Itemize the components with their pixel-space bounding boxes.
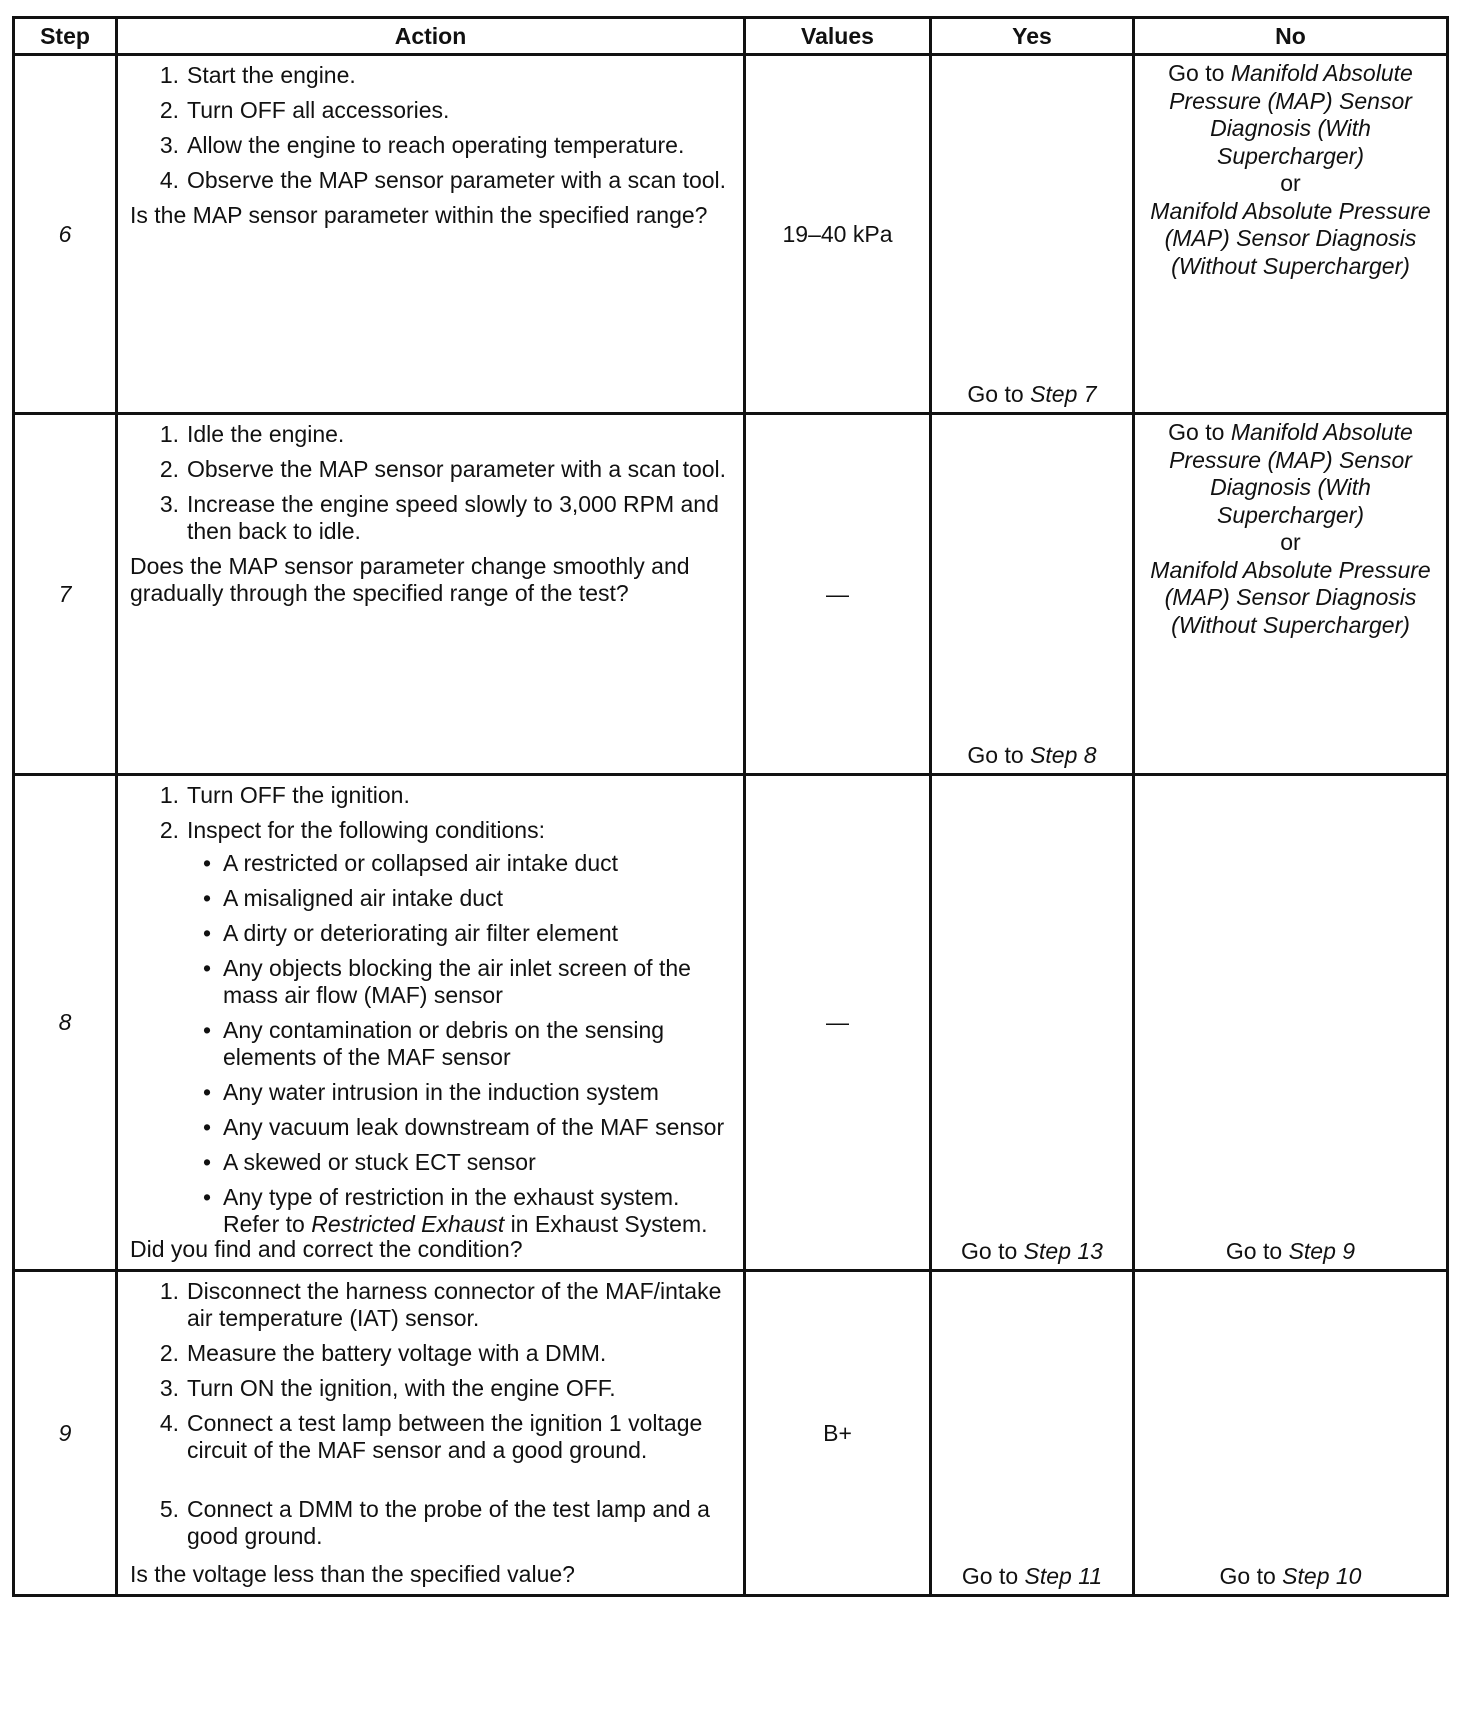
question: Did you find and correct the condition?: [130, 1236, 523, 1262]
list-item: 2. Measure the battery voltage with a DMM.: [159, 1340, 607, 1366]
list-item: 1. Idle the engine.: [159, 421, 345, 447]
list-item: 2. Turn OFF all accessories.: [159, 97, 450, 123]
list-item: 1. Start the engine.: [159, 62, 356, 88]
action-cell: [117, 414, 745, 775]
no-cell: Go to Step 9: [1134, 775, 1448, 1271]
table-row: [14, 414, 1448, 775]
list-item: 2. Inspect for the following conditions: • A restricted or collapsed air intake duct • A misaligned air intake duct • A dirty or deteriorating air filter element • Any objects blocking the air inlet screen of the mass air flow (MAF) sensor • Any contamination or debris on the sensing elements of the MAF sensor • Any water intrusion in the induction system • Any vacuum leak downstream of the MAF sensor • A skewed or stuck ECT sensor • Any type of restriction in the exhaust system. Refer to Restricted Exhaust in Exhaust System.: [130, 817, 735, 1238]
step-link[interactable]: Step 7: [1030, 381, 1097, 407]
step-link[interactable]: Step 11: [1024, 1563, 1103, 1589]
step-link[interactable]: Step 10: [1282, 1563, 1362, 1589]
step-number: 7: [14, 414, 117, 775]
step-number: 8: [14, 775, 117, 1271]
bullet-item: • A skewed or stuck ECT sensor: [187, 1149, 735, 1176]
header-step: Step: [14, 18, 117, 55]
list-item: 1. Turn OFF the ignition.: [159, 782, 410, 808]
no-cell: Go to Manifold Absolute Pressure (MAP) Sensor Diagnosis (With Supercharger) or Manifold Absolute Pressure (MAP) Sensor Diagnosis (Without Supercharger): [1134, 414, 1448, 775]
list-item: 5. Connect a DMM to the probe of the test lamp and a good ground.: [159, 1496, 710, 1549]
list-item: 2. Observe the MAP sensor parameter with a scan tool.: [159, 456, 727, 482]
table-row: [14, 775, 1448, 1271]
bullet-item: • Any water intrusion in the induction system: [187, 1079, 735, 1106]
question: Does the MAP sensor parameter change smoothly and gradually through the specified range of the test?: [130, 553, 690, 606]
list-item: 1. Disconnect the harness connector of the MAF/intake air temperature (IAT) sensor.: [159, 1278, 722, 1331]
no-cell: Go to Step 10: [1134, 1271, 1448, 1596]
header-yes: Yes: [931, 18, 1134, 55]
bullet-item: • Any contamination or debris on the sensing elements of the MAF sensor: [187, 1017, 735, 1071]
map-without-supercharger-link[interactable]: Manifold Absolute Pressure (MAP) Sensor Diagnosis (Without Supercharger): [1150, 197, 1431, 279]
step-link[interactable]: Step 9: [1288, 1238, 1356, 1264]
value-cell: —: [745, 775, 931, 1271]
header-values: Values: [745, 18, 931, 55]
step-number: 6: [14, 55, 117, 414]
action-cell: [117, 775, 745, 1271]
step-number: 9: [14, 1271, 117, 1596]
question: Is the MAP sensor parameter within the specified range?: [130, 202, 708, 228]
list-item: 4. Observe the MAP sensor parameter with a scan tool.: [159, 167, 727, 193]
value-cell: B+: [745, 1271, 931, 1596]
table-row: [14, 55, 1448, 414]
restricted-exhaust-link[interactable]: Restricted Exhaust: [311, 1211, 505, 1237]
list-item: 3. Turn ON the ignition, with the engine OFF.: [159, 1375, 616, 1401]
question: Is the voltage less than the specified value?: [130, 1561, 575, 1587]
header-row: [14, 18, 1448, 55]
no-cell: Go to Manifold Absolute Pressure (MAP) Sensor Diagnosis (With Supercharger) or Manifold Absolute Pressure (MAP) Sensor Diagnosis (Without Supercharger): [1134, 55, 1448, 414]
map-with-supercharger-link[interactable]: Manifold Absolute Pressure (MAP) Sensor Diagnosis (With Supercharger): [1169, 60, 1413, 169]
diagnostic-table: [12, 16, 1449, 1597]
map-without-supercharger-link[interactable]: Manifold Absolute Pressure (MAP) Sensor Diagnosis (Without Supercharger): [1150, 556, 1431, 638]
bullet-item: • Any objects blocking the air inlet screen of the mass air flow (MAF) sensor: [187, 955, 735, 1009]
bullet-item: • A dirty or deteriorating air filter element: [187, 920, 735, 947]
bullet-item: • A restricted or collapsed air intake duct: [187, 850, 735, 877]
yes-cell: Go to Step 11: [931, 1271, 1134, 1596]
list-item: 3. Allow the engine to reach operating temperature.: [159, 132, 685, 158]
yes-cell: Go to Step 7: [931, 55, 1134, 414]
bullet-item: • A misaligned air intake duct: [187, 885, 735, 912]
yes-cell: Go to Step 8: [931, 414, 1134, 775]
list-item: 4. Connect a test lamp between the ignition 1 voltage circuit of the MAF sensor and a good ground.: [159, 1410, 703, 1463]
bullet-item: • Any vacuum leak downstream of the MAF sensor: [187, 1114, 735, 1141]
value-cell: —: [745, 414, 931, 775]
step-link[interactable]: Step 8: [1030, 742, 1097, 768]
list-item: 3. Increase the engine speed slowly to 3,000 RPM and then back to idle.: [159, 491, 719, 544]
value-cell: 19–40 kPa: [745, 55, 931, 414]
table-row: [14, 1271, 1448, 1596]
yes-cell: Go to Step 13: [931, 775, 1134, 1271]
bullet-item: • Any type of restriction in the exhaust system. Refer to Restricted Exhaust in Exhaust System.: [187, 1184, 735, 1238]
action-cell: [117, 1271, 745, 1596]
header-action: Action: [117, 18, 745, 55]
step-link[interactable]: Step 13: [1023, 1238, 1103, 1264]
header-no: No: [1134, 18, 1448, 55]
map-with-supercharger-link[interactable]: Manifold Absolute Pressure (MAP) Sensor Diagnosis (With Supercharger): [1169, 419, 1413, 528]
action-cell: [117, 55, 745, 414]
